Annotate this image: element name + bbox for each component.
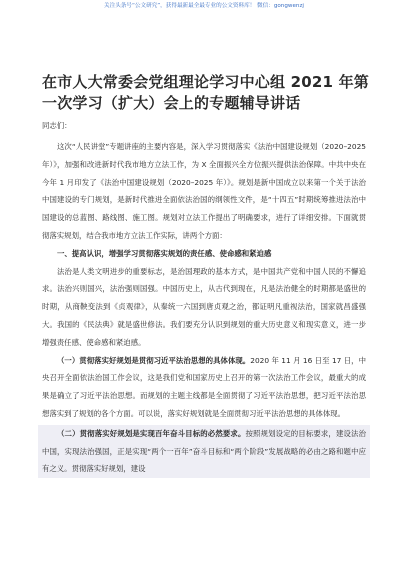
subsection-2-text: 按照规划设定的目标要求，建设法治中国，实现法治强国，正是实现“两个一百年”奋斗目标和“两个阶段”发展战略的必由之路和题中应有之义。贯彻落实好规划，建设 <box>42 428 366 474</box>
subsection-1-paragraph <box>42 352 366 423</box>
section-heading-1: 一、提高认识，增强学习贯彻落实规划的责任感、使命感和紧迫感 <box>57 248 272 258</box>
subsection-heading-1: （一）贯彻落实好规划是贯彻习近平法治思想的具体体现。 <box>57 355 251 365</box>
subsection-1-text: 2020 年 11 月 16 日至 17 日，中央召开全面依法治国工作会议，这是我们党和国家历史上召开的第一次法治工作会议，最重大的成果是确立了习近平法治思想。而规划的主题主线都是全面贯彻了习近平法治思想，把习近平法治思想落实到了规划的各个方面。可以说，落实好规划就是全面贯彻习近平法治思想的具体体现。 <box>42 355 366 418</box>
section-1-paragraph: 法治是人类文明进步的重要标志，是治国理政的基本方式，是中国共产党和中国人民的不懈追求。法治兴则国兴，法治强则国强。中国历史上，从古代到现在，凡是法治健全的时期都是盛世的时期，从商鞅变法到《贞观律》，从秦统一六国到唐贞观之治，都证明凡重视法治，国家就昌盛强大。我国的《民法典》就是盛世修法。我们要充分认识到规划的重大历史意义和现实意义，进一步增强责任感、使命感和紧迫感。 <box>42 266 366 347</box>
greeting: 同志们： <box>42 121 72 130</box>
page-title: 在市人大常委会党组理论学习中心组 2021 年第一次学习（扩大）会上的专题辅导讲话 <box>42 73 369 112</box>
intro-paragraph: 这次“人民讲堂”专题讲座的主要内容是，深入学习贯彻落实《法治中国建设规划（2020–2025 年）》，加强和改进新时代我市地方立法工作，为 X 全面振兴全方位振兴提供法治保障。中共中央在今年 1 月印发了《法治中国建设规划（2020–2025 年）》。规划是新中国成立以来第一个关于法治中国建设的专门规划，是新时代推进全面依法治国的纲领性文件，是“十四五”时期统筹推进法治中国建设的总蓝图、路线图、施工图。规划对立法工作提出了明确要求，进行了详细安排。下面就贯彻落实规划，结合我市地方立法工作实际，讲两个方面： <box>42 142 366 240</box>
top-banner: 关注头条号“公文研究”，获得最新最全最专业的公文资料库！ 微信：gongwenzj <box>104 3 304 9</box>
subsection-heading-2: （二）贯彻落实好规划是实现百年奋斗目标的必然要求。 <box>57 428 246 438</box>
subsection-2-paragraph <box>38 425 370 478</box>
document-body <box>42 138 366 478</box>
